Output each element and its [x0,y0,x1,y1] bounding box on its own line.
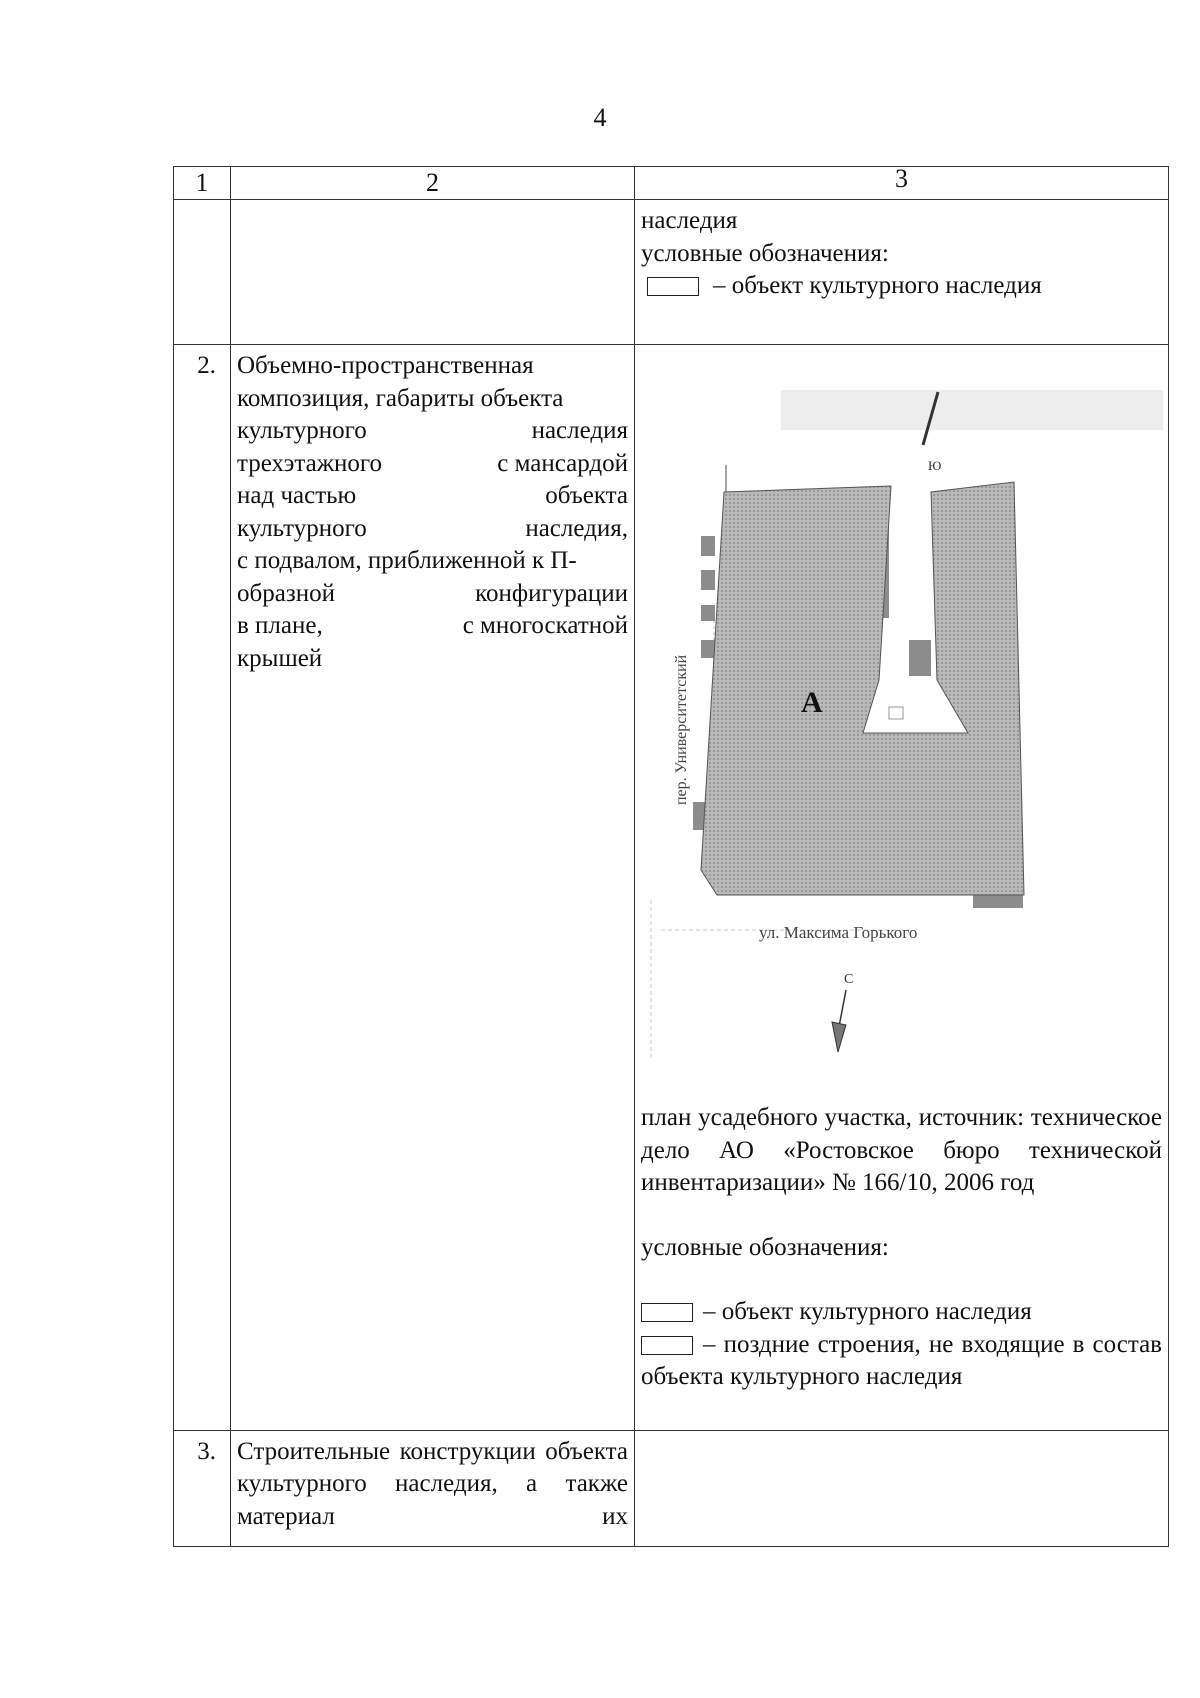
desc-word: наследия [531,417,628,444]
header-col-3: 3 [635,167,1169,200]
legend-title: условные обозначения: [641,1233,889,1261]
table-row [174,1430,1169,1546]
site-plan-drawing [641,350,1163,1102]
desc-line [237,480,628,513]
later-structure [701,536,715,556]
row-2-desc [231,345,635,1431]
legend-label: – объект культурного наследия [713,272,1042,299]
plan-caption: план усадебного участка, источник: техническое дело АО «Ростовское бюро технической инвентаризации» № 166/10, 2006 год [641,1104,1162,1196]
legend-label: – объект культурного наследия [703,1298,1032,1325]
desc-word: культурного [237,417,367,444]
legend-swatch [641,1336,693,1355]
legend-item-heritage [641,1296,1162,1329]
row-3-content [635,1430,1169,1546]
desc-word: культурного [237,514,367,542]
desc-word: наследия, [525,514,628,542]
later-structure [701,570,715,590]
south-arrow-icon [832,1022,846,1052]
page-number: 4 [593,103,607,132]
street-label-bottom: ул. Максима Горького [759,923,918,942]
desc-word: с мансардой [497,449,628,477]
legend-item-heritage [641,270,1162,303]
desc-line: крышей [237,644,323,672]
desc-word: образной [237,579,335,607]
desc-line: с подвалом, приближенной к П- [237,547,577,574]
row-3-num: 3. [174,1430,231,1546]
heritage-table [173,166,1169,1547]
desc-word: над частью [237,482,357,509]
later-structure [701,605,715,621]
later-structure [909,640,931,676]
spacer [641,1264,1162,1296]
row-2-num: 2. [174,345,231,1431]
desc-line [237,610,628,643]
legend-swatch [641,1303,693,1322]
street-label-left: пер. Университетский [673,654,690,805]
row-1-line: наследия [641,207,738,234]
legend-label: – поздние строения, не входящие в состав объекта культурного наследия [641,1330,1162,1390]
row-3-desc: Строительные конструкции объекта культурного наследия, а также материал их [231,1430,635,1546]
desc-word: объекта [545,482,628,509]
row-2-content [635,345,1169,1431]
south-label: С [844,972,854,987]
desc-word: трехэтажного [237,449,383,477]
north-label: Ю [928,458,942,473]
row-1-desc [231,200,635,345]
row-1-num [174,200,231,345]
table-header-row [174,167,1169,200]
legend-swatch [647,277,699,296]
desc-line [237,415,628,448]
stair-mark [889,707,903,719]
header-col-2: 2 [231,167,635,200]
desc-word: конфигурации [475,579,628,607]
desc-line [237,448,628,481]
desc-line: Объемно-пространственная [237,352,534,379]
desc-line [237,513,628,546]
legend-title: условные обозначения: [641,239,889,267]
building-label: А [801,686,823,719]
table-row [174,200,1169,345]
map-noise [781,390,1163,430]
desc-word: в плане, [237,612,323,639]
header-col-1: 1 [174,167,231,200]
later-structure [973,894,1023,908]
table-row [174,345,1169,1431]
desc-line: композиция, габариты объекта [237,384,564,412]
spacer [641,1200,1162,1232]
heritage-building-footprint [701,482,1024,895]
row-1-content [635,200,1169,345]
legend-item-later [641,1329,1162,1430]
desc-line [237,578,628,611]
site-plan [641,350,1162,1102]
later-structure [701,640,715,658]
desc-word: с многоскатной [462,612,628,639]
